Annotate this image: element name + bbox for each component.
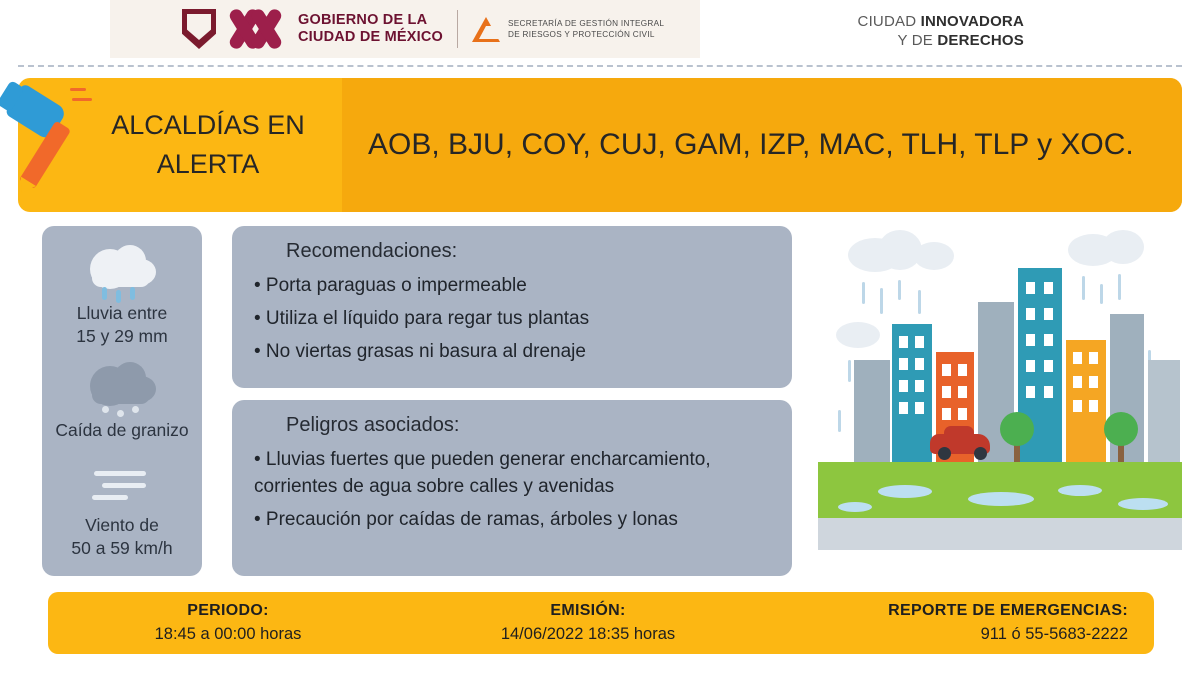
recommendation-item: • Porta paraguas o impermeable	[254, 275, 527, 296]
sgirpc-line-1: SECRETARÍA DE GESTIÓN INTEGRAL	[508, 18, 665, 28]
hazard-item: • Precaución por caídas de ramas, árboles y lonas	[254, 509, 678, 531]
footer-emergency-value: 911 ó 55-5683-2222	[980, 625, 1128, 643]
slogan	[858, 12, 1024, 50]
hail-cloud-icon	[84, 360, 160, 418]
road-area	[818, 518, 1182, 550]
header	[0, 0, 1200, 58]
sgirpc-line-2: DE RIESGOS Y PROTECCIÓN CIVIL	[508, 30, 655, 39]
footer-emission	[408, 602, 768, 644]
recommendation-item: • No viertas grasas ni basura al drenaje	[254, 341, 586, 363]
gob-line-1: GOBIERNO DE LA	[298, 11, 428, 28]
slogan-line-2: Y DE DERECHOS	[897, 32, 1024, 50]
footer-bar	[48, 592, 1154, 654]
footer-period-value: 18:45 a 00:00 horas	[154, 625, 302, 643]
condition-wind-line-1: Viento de	[85, 515, 159, 536]
condition-rain-line-1: Lluvia entre	[76, 302, 168, 323]
megaphone-icon	[6, 84, 92, 194]
hazard-item-continuation: corrientes de agua sobre calles y avenidas	[254, 476, 615, 498]
logo-group	[182, 7, 664, 51]
hazards-title: Peligros asociados:	[286, 414, 460, 436]
wind-icon	[84, 455, 160, 513]
footer-emergency-title: REPORTE DE EMERGENCIAS:	[888, 602, 1128, 619]
recommendations-title: Recomendaciones:	[286, 240, 458, 262]
main-content	[18, 222, 1182, 580]
rainy-city-illustration	[818, 230, 1182, 550]
gob-line-2: CIUDAD DE MÉXICO	[298, 29, 443, 45]
condition-hail-line-1: Caída de granizo	[55, 420, 189, 441]
triangle-risk-icon	[472, 17, 500, 42]
footer-emergency	[768, 602, 1154, 644]
alert-label-line-2: ALERTA	[156, 149, 260, 179]
condition-item-hail	[55, 360, 188, 441]
rain-cloud-icon	[84, 243, 160, 301]
alert-bar	[18, 78, 1182, 212]
footer-emission-value: 14/06/2022 18:35 horas	[500, 625, 676, 643]
hazards-card	[232, 400, 792, 576]
alert-label-line-1: ALCALDÍAS EN	[111, 109, 305, 140]
recommendations-card	[232, 226, 792, 388]
hazard-item: • Lluvias fuertes que pueden generar encharcamiento,	[254, 449, 711, 470]
cdmx-logo-icon	[230, 7, 284, 51]
condition-rain-line-2: 15 y 29 mm	[76, 325, 168, 346]
condition-wind-line-2: 50 a 59 km/h	[71, 538, 173, 559]
recommendation-item: • Utiliza el líquido para regar tus plantas	[254, 308, 590, 330]
sgirpc-logo	[472, 17, 664, 42]
grass-area	[818, 462, 1182, 520]
footer-period	[48, 602, 408, 644]
sgirpc-name	[508, 18, 664, 40]
logo-divider	[457, 10, 458, 48]
slogan-line-1: CIUDAD INNOVADORA	[857, 13, 1024, 30]
condition-item-wind	[71, 455, 172, 559]
footer-period-title: PERIODO:	[187, 602, 269, 619]
conditions-card	[42, 226, 202, 576]
government-name	[298, 12, 443, 46]
alert-zones-list: AOB, BJU, COY, CUJ, GAM, IZP, MAC, TLH, TLP y XOC.	[342, 78, 1182, 212]
footer-emission-title: EMISIÓN:	[550, 602, 626, 619]
header-divider	[18, 65, 1182, 67]
coat-of-arms-icon	[182, 9, 216, 49]
condition-item-rain	[76, 243, 167, 347]
